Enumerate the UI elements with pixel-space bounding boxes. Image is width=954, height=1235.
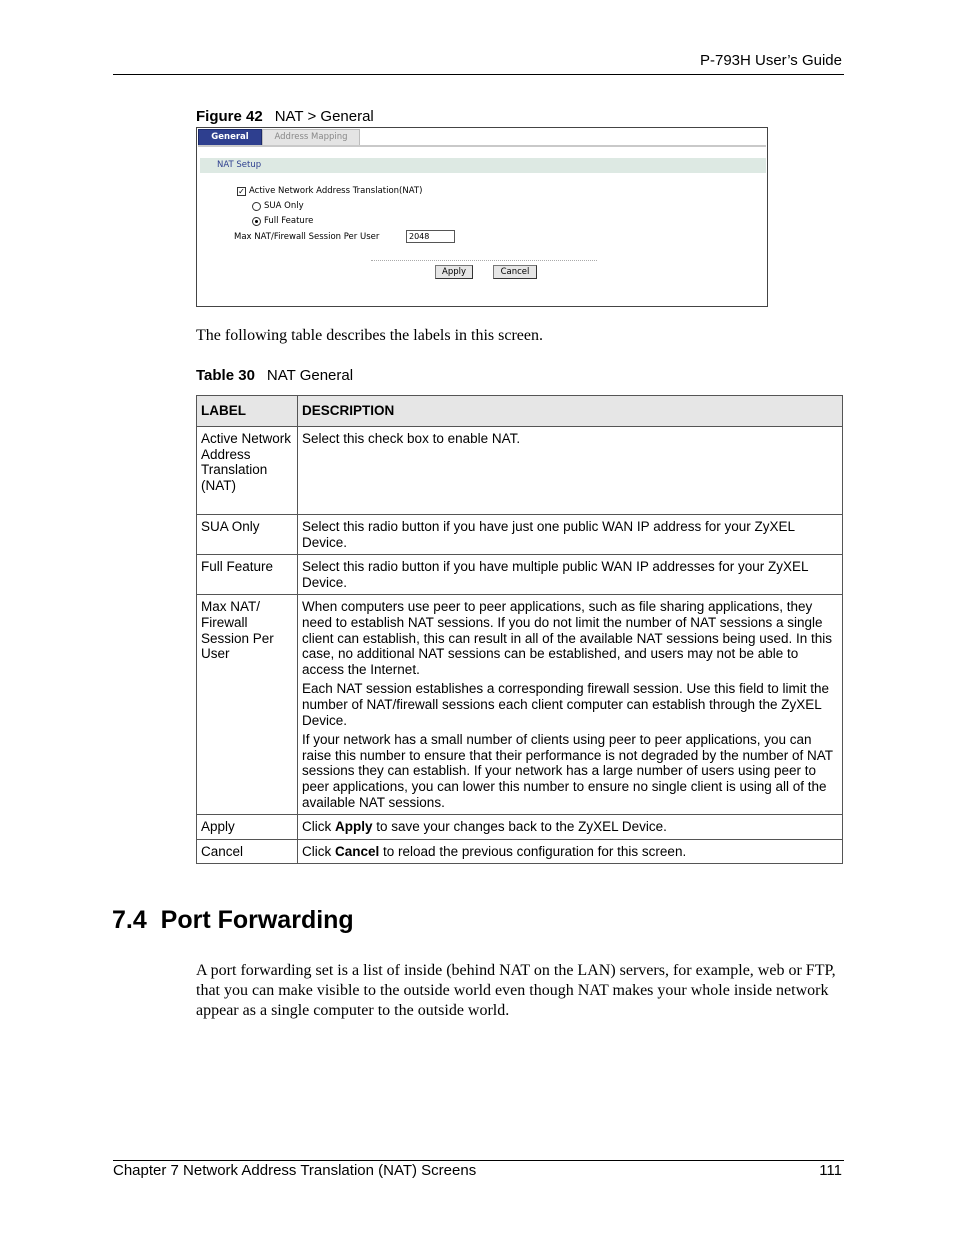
figure-title: NAT > General bbox=[274, 108, 374, 125]
tab-underline bbox=[198, 145, 766, 147]
description-text: When computers use peer to peer applications, such as file sharing applications, they need to establish NAT sessions. If you do not limit the number of NAT sessions a single client can establish, this can result in all of the available NAT sessions being used. In this case, no additional NAT sessions can be established, and users may not be able to access the Internet. bbox=[302, 599, 833, 677]
header-description: DESCRIPTION bbox=[298, 396, 843, 427]
footer-chapter: Chapter 7 Network Address Translation (NAT) Screens bbox=[113, 1162, 477, 1179]
description-bold: Apply bbox=[335, 819, 373, 835]
row-label: Full Feature bbox=[197, 555, 298, 595]
full-feature-row bbox=[252, 216, 313, 226]
sua-only-label: SUA Only bbox=[264, 201, 304, 211]
description-text: If your network has a small number of clients using peer to peer applications, you can raise this number to ensure that their performance is not degraded by the number of NAT sessions they can establish. If your network has a large number of users using peer to peer applications, you can lower this number to ensure no single client is using all of the available NAT sessions. bbox=[302, 732, 833, 810]
figure-caption bbox=[196, 108, 374, 125]
apply-button[interactable]: Apply bbox=[435, 265, 473, 279]
row-description bbox=[298, 839, 843, 864]
max-session-row bbox=[234, 232, 379, 242]
active-nat-checkbox[interactable]: ✓ bbox=[238, 186, 245, 196]
row-label: SUA Only bbox=[197, 515, 298, 555]
row-description bbox=[298, 555, 843, 595]
description-text: to save your changes back to the ZyXEL Device. bbox=[372, 819, 667, 835]
table-row bbox=[197, 515, 843, 555]
full-feature-radio[interactable] bbox=[252, 217, 261, 226]
cancel-button[interactable]: Cancel bbox=[493, 265, 537, 279]
nat-general-screenshot bbox=[196, 127, 768, 307]
row-label: Apply bbox=[197, 815, 298, 840]
footer-page-number: 111 bbox=[819, 1162, 842, 1179]
table-row bbox=[197, 595, 843, 815]
tab-bar bbox=[198, 129, 766, 145]
description-text: Select this radio button if you have just one public WAN IP address for your ZyXEL Device. bbox=[302, 519, 795, 550]
description-bold: Cancel bbox=[335, 843, 380, 859]
description-text: Each NAT session establishes a corresponding firewall session. Use this field to limit the number of NAT/firewall sessions each client computer can establish through the ZyXEL Device. bbox=[302, 681, 829, 728]
description-text: to reload the previous configuration for this screen. bbox=[379, 843, 687, 859]
description-text: Click bbox=[302, 843, 335, 859]
tab-address-mapping[interactable]: Address Mapping bbox=[262, 129, 360, 146]
active-nat-label: Active Network Address Translation(NAT) bbox=[249, 186, 423, 196]
tab-general[interactable]: General bbox=[198, 129, 262, 146]
table-row bbox=[197, 555, 843, 595]
sua-only-radio[interactable] bbox=[252, 202, 261, 211]
full-feature-label: Full Feature bbox=[264, 216, 314, 226]
table-row bbox=[197, 815, 843, 840]
active-nat-row bbox=[237, 186, 422, 196]
nat-general-table bbox=[196, 395, 843, 864]
header-rule bbox=[113, 74, 844, 75]
row-label: Cancel bbox=[197, 839, 298, 864]
table-number: Table 30 bbox=[196, 367, 255, 384]
running-header: P-793H User’s Guide bbox=[699, 52, 842, 69]
intro-paragraph: The following table describes the labels in this screen. bbox=[196, 327, 544, 344]
row-description bbox=[298, 595, 843, 815]
row-label: Max NAT/ Firewall Session Per User bbox=[197, 595, 298, 815]
row-description bbox=[298, 515, 843, 555]
table-title: NAT General bbox=[266, 367, 354, 384]
description-text: Select this check box to enable NAT. bbox=[302, 431, 521, 446]
max-session-label: Max NAT/Firewall Session Per User bbox=[234, 232, 380, 242]
section-heading: 7.4 Port Forwarding bbox=[112, 906, 354, 934]
description-text: Click bbox=[302, 819, 335, 835]
figure-number: Figure 42 bbox=[196, 108, 263, 125]
footer-rule bbox=[113, 1160, 844, 1161]
header-label: LABEL bbox=[197, 396, 298, 427]
section-body: A port forwarding set is a list of inside (behind NAT on the LAN) servers, for example, web or FTP, that you can make visible to the outside world even though NAT makes your whole inside network appear as a single computer to the outside world. bbox=[196, 962, 836, 1019]
table-row bbox=[197, 839, 843, 864]
table-header-row bbox=[197, 396, 843, 427]
row-description bbox=[298, 427, 843, 515]
description-text: Select this radio button if you have multiple public WAN IP addresses for your ZyXEL Device. bbox=[302, 559, 808, 590]
table-row bbox=[197, 427, 843, 515]
table-caption bbox=[196, 367, 353, 384]
row-description bbox=[298, 815, 843, 840]
max-session-input[interactable]: 2048 bbox=[406, 230, 455, 243]
divider-dotted bbox=[371, 260, 597, 261]
row-label: Active Network Address Translation (NAT) bbox=[197, 427, 298, 515]
nat-setup-bar bbox=[200, 158, 766, 173]
nat-setup-label: NAT Setup bbox=[217, 160, 262, 170]
sua-only-row bbox=[252, 201, 304, 211]
